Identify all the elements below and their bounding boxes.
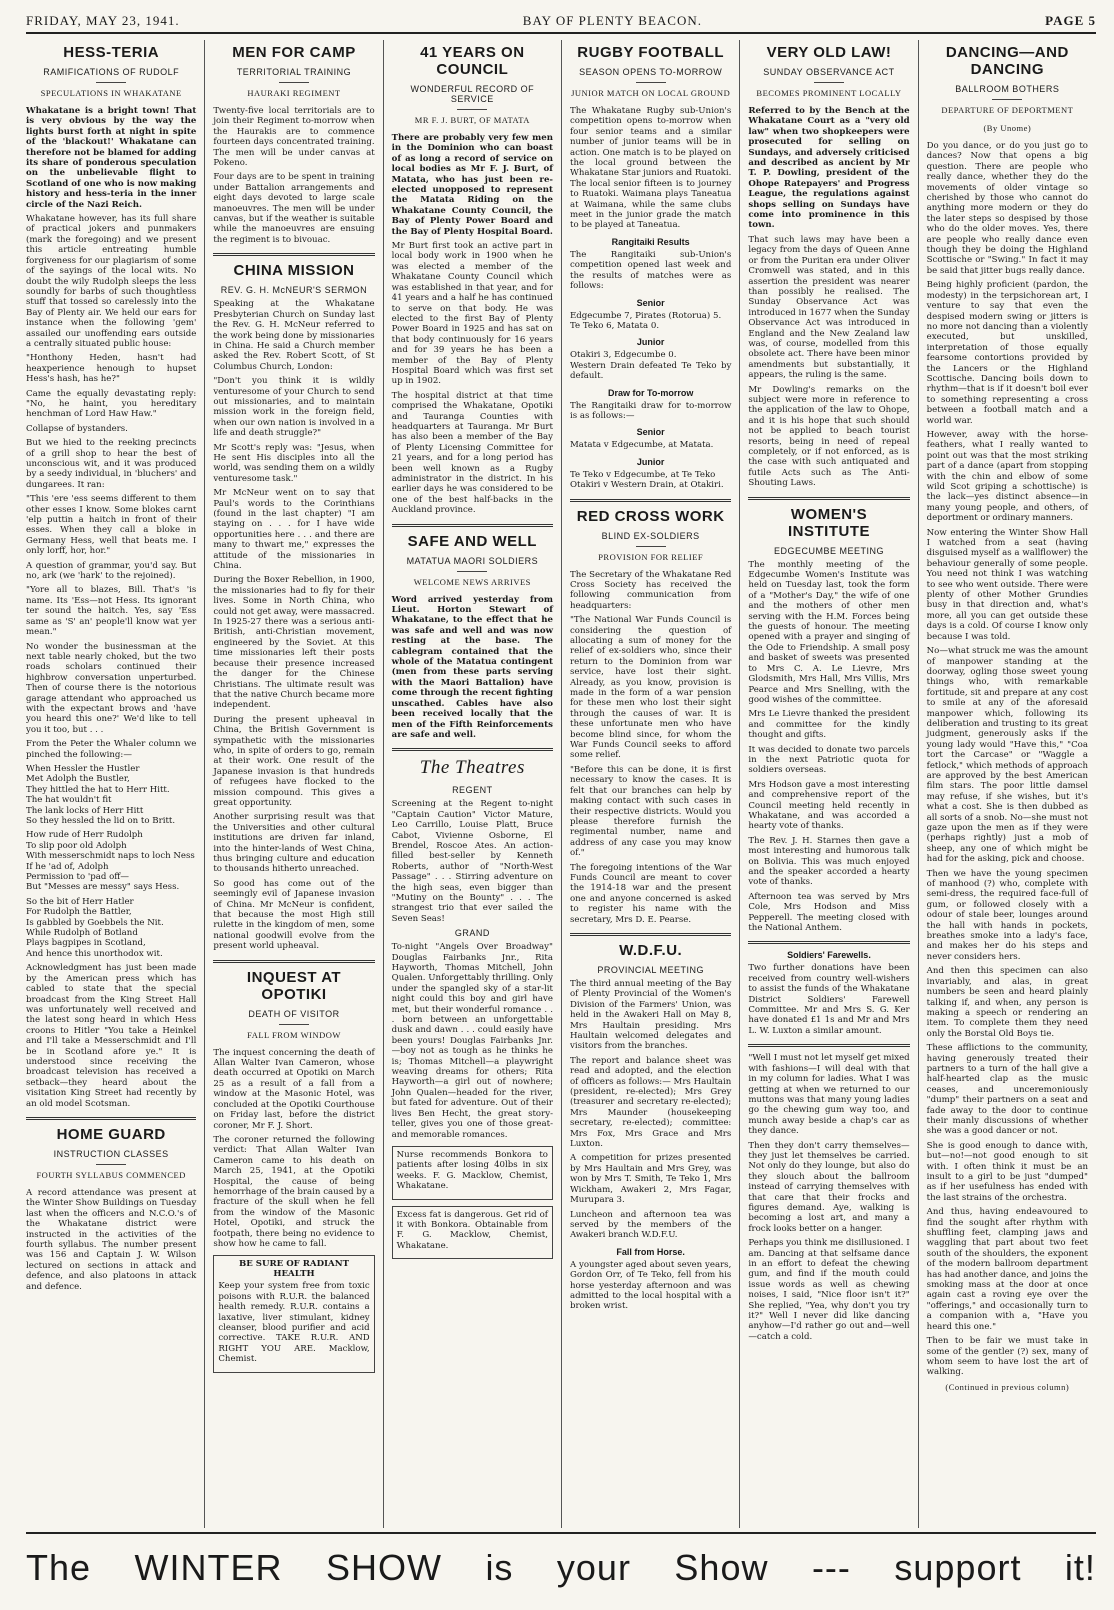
subheadline: RAMIFICATIONS OF RUDOLF (43, 67, 180, 77)
banner-word: --- (811, 1547, 851, 1588)
section-divider (748, 941, 909, 944)
paragraph: A competition for prizes presented by Mrs Haultain and Mrs Grey, was won by Mrs T. Smith, Te Teko 1, Mrs Wickham, Awakeri 2, Mrs Fagar, Murupara 3. (569, 1153, 732, 1206)
paragraph: The inquest concerning the death of Allan Walter Ivan Cameron, whose death occurred at Opotiki on March 25 as a result of a fall from a window at the Masonic Hotel, was concluded at the Opotiki Courthouse on Friday last, before the district coroner, Mr F. J. Short. (213, 1047, 375, 1131)
section-heading: Draw for To-morrow (607, 387, 694, 398)
section-divider (26, 1117, 196, 1120)
banner-word: WINTER (134, 1547, 283, 1588)
paragraph: Then to be fair we must take in some of the gentler (?) sex, many of whom seem to have lost the art of walking. (926, 1336, 1088, 1378)
paragraph: That such laws may have been a legacy from the days of Queen Anne or from the Puritan era under Oliver Cromwell was stated, and in this assertion the president was nearer than possibly he realised. The Sunday Observance Act was introduced in 1677 when the Sunday Observance Act was introduced in England and the New Zealand law was, of course, modelled from this obsolete act. There have been minor amendments but substantially, it appears, the ruling is the same. (748, 234, 910, 381)
paragraph: And thus, having endeavoured to find the sought after rhythm with shuffling feet, clamping jaws and waggling that part about two feet south of the shoulders, the exponent of the modern ballroom department has had another dance, and joins the smoking mass at the door at once again cast a roving eye over the "offerings," and occasionally turn to a companion with a, "Have you heard this one." (926, 1207, 1088, 1332)
column-6 (918, 40, 1096, 1528)
article-rugby (570, 44, 731, 491)
paragraph: During the present upheaval in China, the British Government is sympathetic with the missionaries who, in spite of orders to go, remain at their work. One result of the Japanese invasion is that hundreds of refugees have flocked to the mission compound. This gives a great opportunity. (213, 714, 375, 808)
headline: RUGBY FOOTBALL (577, 44, 725, 61)
article-very-old-law (748, 44, 909, 489)
headline: INQUEST AT OPOTIKI (246, 968, 342, 1003)
divider (279, 1024, 309, 1025)
paragraph: Do you dance, or do you just go to dances? Now that opens a big question. There are people who really dance, whether they do the movements of older vintage so cherished by those who cannot do anything more modern or they do the later steps so despised by those who do the older moves. Yes, there are people who really dance even though they be doing the Highland Scottische or "Swing." In fact it may be said that jitter bugs really dance. (926, 141, 1088, 276)
subheadline: INSTRUCTION CLASSES (53, 1148, 169, 1159)
paragraph: And then this specimen can also invariably, and alas, in great numbers be seen and heard plainly talking if, and when, any person is making a speech or rendering an item. To complete them they need only the Borstal Old Boys tie. (926, 966, 1088, 1039)
paragraph: It was decided to donate two parcels in the next Patriotic quota for soldiers overseas. (748, 744, 910, 776)
paragraph: So good has come out of the seemingly evil of Japanese invasion of China. Mr McNeur is confident, that because the most High still rulette in the kingdom of men, some national goodwill evolve from the present world upheaval. (213, 878, 375, 952)
paragraph: To-night "Angels Over Broadway" Douglas Fairbanks Jnr., Rita Hayworth, Thomas Mitchell, John Qualen. Unforgettably thrilling. Only under the spangled sky of a star-lit night could this boy and girl have met, but their wonderful romance . . . born between an unforgettable dusk and dawn . . . could easily have been yours! Douglas Fairbanks Jnr.—boy not as tough as he thinks he is; Thomas Mitchell—a playwright weaving dreams for others; Rita Hayworth—a girl out of nowhere; John Qualen—headed for the river, but fated for adventure. Out of their lives Ben Hecht, the great story-teller, gives you one of those great-and memorable romances. (391, 942, 553, 1140)
paragraph: The report and balance sheet was read and adopted, and the election of officers as follows:— Mrs Haultain (president, re-elected); Mrs Grey (treasurer and secretary re-elected); Mrs Maunder (housekeeping secretary, re-elected); committee: Mrs Fox, Mrs Grace and Mrs Luxton. (569, 1055, 732, 1150)
divider (457, 571, 487, 572)
paragraph: Four days are to be spent in training under Battalion arrangements and eight days devoted to large scale manoeuvres. The men will be under canvas, but if the weather is suitable while the manoeuvres are ensuing the regiment is to bivouac. (213, 172, 375, 245)
ad-text: Nurse recommends Bonkora to patients after losing 40lbs in six weeks. F. G. Macklow, Chemist, Whakatane. (396, 1149, 548, 1192)
paragraph: Then they don't carry themselves—they just let themselves be carried. Not only do they lounge, but also do they slouch about the ballroom instead of carrying themselves with that care that their frocks and figures demand. Aye, walking is becoming a lost art, and many a frock looks better on a hanger. (748, 1140, 910, 1234)
section-divider (213, 960, 374, 963)
subheadline: DEPARTURE OF DEPORTMENT (941, 105, 1074, 115)
article-dancing (927, 44, 1088, 1392)
paragraph: Now entering the Winter Show Hall I watched from a seat (having disguised myself as a wallflower) the behaviour generally of some people. You need not think I was watching to see who went outside. There were plenty of other Mother Grundies busy in that direction and, what's more, all you can get outside these days is a cold. Of course I know only because I was told. (926, 527, 1088, 642)
paragraph: Mr Dowling's remarks on the subject were more in reference to the application of the law to Ohope, and it is his hope that such should not be applied to beach tourist resorts, being in need of repeal completely, or if not enforced, as is the case with such antiquated and futile Acts such as The Anti-Shouting Laws. (748, 384, 910, 489)
paragraph: "This 'ere 'ess seems different to them other esses I know. Some blokes carnt 'elp puttin a haitch in front of their esses. When they call a bloke in Germany Hess, well that beats me. I only lorff, hor, hor." (26, 494, 197, 557)
article-hess-teria (26, 44, 196, 1109)
headline: VERY OLD LAW! (766, 44, 892, 61)
paragraph: But we hied to the reeking precincts of a grill shop to hear the best of unconscious wit, and it was produced by a seedy individual, in 'bluchers' and dungarees. It ran: (26, 438, 197, 490)
paragraph: The Rangitaiki draw for to-morrow is as follows:— (569, 400, 732, 421)
divider (279, 82, 309, 83)
article-soldiers-farewells (748, 950, 909, 1036)
banner-word: it! (1064, 1547, 1096, 1588)
article-safe-and-well (392, 533, 553, 741)
paragraph: Speaking at the Whakatane Presbyterian Church on Sunday last the Rev. G. H. McNeur referred to the work being done by missionaries in China. He said a Church member asked the Rev. Robert Scott, of St Columbus Church, London: (213, 299, 375, 372)
subheadline: SUNDAY OBSERVANCE ACT (763, 67, 895, 77)
paragraph: Another surprising result was that the Universities and other cultural institutions are driven far inland, into the hinter-lands of West China, thus bringing culture and education to thousands hitherto unreached. (213, 812, 375, 875)
byline: (By Unome) (983, 123, 1032, 133)
paragraph: Perhaps you think me disillusioned. I am. Dancing at that selfsame dance in an effort to defeat the chewing gum, and find if the mouth could issue words as well as chewing noises, I said, "Nice floor isn't it?" She replied, "Yea, why don't you try it?" Well I never did like dancing anyhow—I'd rather go out and—well—catch a cold. (748, 1238, 910, 1342)
paragraph: A record attendance was present at the Winter Show Buildings on Tuesday last when the officers and N.C.O.'s of the Whakatane district were instructed in the activities of the fourth syllabus. The number present was 156 and Captain J. W. Wilson lectured on sections in attack and defence, and also platoons in attack and defence. (26, 1187, 197, 1292)
subheadline: WELCOME NEWS ARRIVES (413, 576, 531, 587)
headline: DANCING—AND DANCING (945, 44, 1069, 78)
section-divider (213, 253, 374, 256)
article-red-cross (570, 508, 731, 925)
subheadline: FOURTH SYLLABUS COMMENCED (36, 1169, 186, 1180)
paragraph: The Rev. J. H. Starnes then gave a most interesting and humorous talk on Bolivia. This was much enjoyed and the speaker accorded a hearty vote of thanks. (748, 835, 910, 888)
banner-word: your (556, 1547, 631, 1588)
paragraph: The foregoing intentions of the War Funds Council are meant to cover the 1914-18 war and the present one and anyone concerned is asked to register his name with the secretary, Mrs D. E. Pearse. (569, 862, 732, 925)
column-5 (739, 40, 917, 1528)
subheadline: WONDERFUL RECORD OF SERVICE (410, 84, 535, 104)
section-divider (570, 499, 731, 502)
section-heading: Rangitaiki Results (611, 236, 690, 247)
paragraph: A question of grammar, you'd say. But no, ark (we 'hark' to the rejoined). (26, 560, 197, 582)
subheadline: SEASON OPENS TO-MORROW (579, 67, 723, 77)
section-heading: Fall from Horse. (616, 1246, 685, 1257)
headline: HOME GUARD (56, 1125, 166, 1143)
paragraph: Mr Burt first took an active part in local body work in 1900 when he was elected a member of the Whakatane County Council which was established in that year, and for 41 years and a half he has continued to serve on that body. He was elected to the first Bay of Plenty Power Board in 1925 and has sat on that body continuously for 16 years and for 39 years he has been a member of the Bay of Plenty Hospital Board which was first set up in 1902. (391, 241, 553, 387)
paragraph: Mr McNeur went on to say that Paul's words to the Corinthians (found in the last chapter) "I am staying on . . . for I have wide opportunities here . . . and there are many to thwart me," expresses the attitude of the missionaries in China. (213, 488, 375, 572)
section-heading: Soldiers' Farewells. (787, 950, 871, 961)
paragraph: The hospital district at that time comprised the Whakatane, Opotiki and Tauranga Counties with headquarters at Tauranga. Mr Burt has also been a member of the Bay of Plenty Licensing Committee for 21 years, and for a long period has been well known as a Rugby administrator in the district. In his earlier days he was considered to be one of the best half-backs in the Auckland province. (391, 390, 553, 516)
headline: CHINA MISSION (233, 262, 355, 280)
continuation-note: (Continued in previous column) (945, 1381, 1070, 1392)
article-wdfu (570, 942, 731, 1312)
subheadline: JUNIOR MATCH ON LOCAL GROUND (571, 88, 731, 98)
paragraph: Acknowledgment has just been made by the American press which has cabled to state that the special broadcast from the King Street Hall was unfortunately well received and the latest song heard in which Hess croons to Hitler "You take a Heinkel and I'll take a Messerschmidt and I'll be in Scotland afore ye." It is understood since receiving the broadcast television has received a setback—they heard about the visitation King Street had recently by an old model Scotsman. (26, 963, 197, 1109)
paragraph: Edgecumbe 7, Pirates (Rotorua) 5. Te Teko 6, Matata 0. (569, 310, 722, 331)
paragraph: Then we have the young specimen of manhood (?) who, complete with semi-dress, the required face-full of gum, or followed closely with a odour of stale beer, lounges around the hall with hands in pockets, breathes smoke into a lady's face, and makes her do his steps and never considers hers. (926, 868, 1088, 962)
article-41-years (392, 44, 553, 516)
verse: When Hessler the Hustler Met Adolph the Bustler, They hittled the hat to Herr Hitt. The hat wouldn't fit The lank locks of Herr Hitt So they hessled the lid on to Britt. (26, 763, 176, 826)
section-divider (392, 748, 553, 751)
section-divider (748, 497, 909, 500)
headline: SAFE AND WELL (407, 532, 537, 550)
advertisement-rur (213, 1255, 374, 1372)
paragraph: Collapse of bystanders. (26, 423, 128, 434)
headline: The Theatres (419, 757, 525, 779)
section-divider (748, 1044, 909, 1047)
divider (636, 82, 666, 83)
paragraph: The coroner returned the following verdict: That Allan Walter Ivan Cameron came to his death on March 25, 1941, at the Opotiki Hospital, the cause of being hemorrhage of the brain caused by a fracture of the skull when he fell from the window of the Masonic Hotel, Opotiki, and struck the footpath, there being no evidence to show how he came to fall. (213, 1134, 375, 1249)
paragraph: During the Boxer Rebellion, in 1900, the missionaries had to fly for their lives. Some in North China, who could not get away, were massacred. In 1925-27 there was a serious anti-British, anti-Christian movement, engineered by the Soviet. At this time missionaries left their posts because their presence increased the danger for the Chinese Christians. The ultimate result was that the native Church became more independent. (213, 575, 375, 711)
paragraph: However, away with the horse-feathers, what I really wanted to point out was that the most striking part of a dance (apart from stopping with the chin and elbow of some wild Scot griping a schottische) is the lack—yes distinct absence—in many young people, and others, of deportment or ordinary manners. (926, 429, 1088, 524)
column-1 (26, 40, 204, 1528)
paragraph: Mrs Hodson gave a most interesting and comprehensive report of the Council meeting held recently in Whakatane, and was accorded a hearty vote of thanks. (748, 779, 910, 832)
paragraph: Whakatane however, has its full share of practical jokers and punmakers (mark the foregoing) and we present this article entreating humble forgiveness for our plagiarism of some of the sayings of the local wits. No doubt the wily Rudolph sleeps the less soundly for barbs of such thoughtless stuff that tossed so carelessly into the Bay of Plenty air. We held our ears for instance when the following 'gem' assailed our unoffending ears outside a centrally situated public house: (26, 214, 197, 349)
headline: RED CROSS WORK (576, 507, 725, 525)
subheadline: EDGECUMBE MEETING (773, 545, 884, 556)
paragraph: The Secretary of the Whakatane Red Cross Society has received the following communication from headquarters: (569, 569, 732, 611)
subheadline: FALL FROM WINDOW (247, 1029, 341, 1040)
subheadline: GRAND (454, 928, 490, 939)
paragraph: Otakiri 3, Edgecumbe 0. Western Drain defeated Te Teko by default. (569, 350, 732, 382)
ad-headline: BE SURE OF RADIANT HEALTH (239, 1259, 349, 1280)
article-lead: Referred to by the Bench at the Whakatane Court as a "very old law" when two shopkeepers were prosecuted for selling on Sundays, and adversely criticised and described as ancient by Mr T. P. Dowling, president of the Ohope Ratepayers' and Progress League, the regulations against shops selling on Sundays have come into prominence in this town. (748, 106, 910, 231)
ad-text: Excess fat is dangerous. Get rid of it with Bonkora. Obtainable from F. G. Macklow, Chemist, Whakatane. (396, 1209, 548, 1251)
paragraph: "Yore all to blazes, Bill. That's 'is name. Its 'Ess—not Hess. Its ignorant ter sound the haitch. Yes, say 'Ess same as 'S' an' people'll know wat yer mean." (26, 585, 197, 638)
article-theatres (392, 757, 553, 1140)
subheadline: HAURAKI REGIMENT (247, 88, 341, 98)
advertisement-bonkora (392, 1146, 553, 1200)
paragraph: The monthly meeting of the Edgecumbe Women's Institute was held on Tuesday last, took the form of a "Mother's Day," the wife of one and the mothers of other men serving with the H.M. Forces being the guests of honour. The meeting opened with a prayer and singing of the Ode to Friendship. A small posy and basket of sweets was presented to Mrs C. A. Le Lievre, Mrs Glodsmith, Mrs Hall, Mrs Villis, Mrs Pearce and Mrs Snelling, with the good wishes of the committee. (748, 559, 910, 705)
divider (814, 82, 844, 83)
advertisement-bonkora (392, 1206, 553, 1260)
paragraph: "Before this can be done, it is first necessary to know the cases. It is felt that our branches can help by making contact with such cases in their respective districts. Would you please therefore furnish the regimental number, name and address of any case you may know of." (569, 764, 732, 859)
subheadline: BLIND EX-SOLDIERS (601, 530, 700, 541)
subheadline: DEATH OF VISITOR (248, 1008, 340, 1019)
paragraph: The third annual meeting of the Bay of Plenty Provincial of the Women's Division of the Farmers' Union, was held in the Awakeri Hall on May 8, Mrs Haultain presiding. Mrs Haultain welcomed delegates and visitors from the branches. (569, 978, 732, 1052)
subheadline: BALLROOM BOTHERS (955, 84, 1060, 94)
section-heading: Senior (636, 297, 665, 308)
banner-word: Show (674, 1547, 769, 1588)
subheadline: MATATUA MAORI SOLDIERS (406, 555, 539, 566)
paragraph: Two further donations have been received from country well-wishers to assist the funds of the Whakatane District Soldiers' Farewell Committee. Mr and Mrs S. G. Ker have donated £1 1s and Mr and Mrs L. W. Luxton a similar amount. (748, 963, 910, 1036)
banner-word: is (485, 1547, 514, 1588)
subheadline: TERRITORIAL TRAINING (236, 67, 352, 77)
paragraph: Mrs Le Lievre thanked the president and committee for the kindly thought and gifts. (748, 709, 910, 741)
section-heading: Junior (636, 456, 665, 467)
paper-name: BAY OF PLENTY BEACON. (522, 13, 702, 28)
paragraph: She is good enough to dance with, but—no!—not good enough to sit with. I often think it must be an insult to a girl to be just "dumped" as if her usefulness has ended with the last strains of the orchestra. (926, 1140, 1088, 1203)
banner-word: The (26, 1547, 92, 1588)
paragraph: These afflictions to the community, having generously treated their partners to a turn of the hall give a half-hearted clap as the music ceases, and unceremoniously "dump" their partners on a seat and fade away to the door to continue their manly discussions of whether she was a good dancer or not. (926, 1043, 1088, 1137)
column-2 (204, 40, 382, 1528)
section-heading: Junior (636, 337, 665, 348)
article-womens-institute (748, 506, 909, 934)
paragraph: "Well I must not let myself get mixed with fashions—I will deal with that in my column for ladies. What I was getting at when we returned to our muttons was that many young ladies go the chewing gum way too, and munch away beside a chap's car as they dance. (748, 1053, 910, 1137)
divider (96, 1164, 126, 1165)
paragraph: "Honthony Heden, hasn't had heaxperience henough to hupset Hess's hash, has he?" (26, 353, 197, 385)
article-home-guard (26, 1126, 196, 1292)
paragraph: Matata v Edgecumbe, at Matata. (569, 440, 714, 451)
article-inquest (213, 969, 374, 1250)
headline: MEN FOR CAMP (232, 44, 356, 61)
paragraph: "The National War Funds Council is considering the question of allocating a sum of money for the relief of ex-soldiers who, since their return to the Dominion from war service, have lost their sight. Already, as you know, provision is made in the form of a war pension for these men who lost their sight through the causes of war. It is these unfortunate men who have become blind since, for whom the War Funds Council seeks to afford some relief. (569, 615, 732, 761)
divider (992, 99, 1022, 100)
winter-show-banner (26, 1532, 1096, 1602)
paragraph: The Rangitaiki sub-Union's competition opened last week and the results of matches were as follows: (569, 249, 732, 292)
paragraph: Came the equally devastating reply: "No, he haint, you hereditary henchman of Lord Haw Haw." (26, 388, 197, 420)
headline: W.D.F.U. (619, 941, 683, 959)
banner-word: support (894, 1547, 1022, 1588)
paragraph: Mr Scott's reply was: "Jesus, when He sent His disciples into all the world, was sending them on a wildly venturesome task." (213, 442, 375, 484)
headline: 41 YEARS ON COUNCIL (420, 44, 525, 78)
paragraph: The Whakatane Rugby sub-Union's competition opens to-morrow when four senior teams and a similar number of junior teams will be in action. One match is to be played on the local ground between the Whakatane Star juniors and Ruatoki. The local senior fifteen is to journey to Ruatoki. Waimana plays Taneatua at Waimana, while the same clubs meet in the junior grade the match to be played at Taneatua. (569, 106, 732, 231)
section-heading: Senior (636, 427, 665, 438)
subheadline: BECOMES PROMINENT LOCALLY (756, 88, 902, 98)
paragraph: From the Peter the Whaler column we pinched the following:— (26, 739, 197, 760)
verse: So the bit of Herr Hatler For Rudolph the Battler, Is gabbled by Goebbels the Nit. While Rudolph of Botland Plays bagpipes in Scotland, And hence this unorthodox wit. (26, 896, 164, 959)
paragraph: Afternoon tea was served by Mrs Cole, Mrs Hodson and Miss Pepperell. The meeting closed with the National Anthem. (748, 891, 910, 934)
page-number: PAGE 5 (1045, 13, 1096, 28)
paragraph: No—what struck me was the amount of manpower standing at the doorway, ogling those sweet young things who, with remarkable fortitude, sit and prepare at any cost to smile at any of the aforesaid manpower which, following its deliberation and trusting to its great judgment, generously asks if the young lady would "Have this," "Coa tort the Carcase" or "Waggle a fetlock," which methods of approach are approved by the best American film stars. The poor little damsel may refuse, if she wishes, but it's what a cost. She is then dubbed as all sorts of a snob. No—she must not gaze upon the men as if they were (perhaps rightly) just a mob of sheep, any one of which might be had for the asking, pick and choose. (926, 646, 1088, 865)
subheadline: REGENT (452, 785, 493, 796)
columns (26, 40, 1096, 1528)
article-lead: Word arrived yesterday from Lieut. Horton Stewart of Whakatane, to the effect that he was safe and well and was now resting at the base. The cablegram contained that the whole of the Matatua contingent (men from these parts serving with the Maori Battalion) have come through the recent fighting unscathed. Cables have also been received locally that the men of the Fifth Reinforcements are safe and well. (391, 594, 553, 740)
paragraph: Screening at the Regent to-night "Captain Caution" Victor Mature, Leo Carrillo, Louise Platt, Bruce Cabot, Vivienne Osborne, El Brendel, Roscoe Ates. An action-filled best-seller by Kenneth Roberts, author of "North-West Passage" . . . Stirring adventure on the high seas, even bigger than "Mutiny on the Bounty" . . . The strangest trio that ever sailed the Seven Seas! (391, 799, 553, 924)
headline: WOMEN'S INSTITUTE (787, 505, 870, 540)
paragraph: No wonder the businessman at the next table nearly choked, but the two roads scholars continued their highbrow conversation unperturbed. Then of course there is the notorious garage attendant who approached us with the expectant brows and 'have you heard this one?' We'd like to tell you it too, but . . . (26, 641, 197, 735)
divider (96, 82, 126, 83)
divider (457, 109, 487, 110)
headline: HESS-TERIA (63, 44, 160, 61)
paragraph: Being highly proficient (pardon, the modesty) in the terpsichorean art, I venture to say that even the despised modern swing or jitters is no more not dancing than a violently executed, but unskilled, interpretation of those equally fearsome contortions provided by the Lancers or the Highland Scottische. Dancing boils down to rhythm—that is if it doesn't boil ever to something representing a cross between a football match and a world war. (926, 280, 1088, 426)
issue-date: FRIDAY, MAY 23, 1941. (26, 13, 180, 28)
masthead (26, 10, 1096, 34)
paragraph: "Don't you think it is wildly venturesome of your Church to send out missionaries, and to maintain mission work in the foreign field, when our own nation is involved in a life and death struggle?" (213, 376, 375, 439)
article-dancing-continued (748, 1053, 909, 1342)
paragraph: A youngster aged about seven years, Gordon Orr, of Te Teko, fell from his horse yesterday afternoon and was admitted to the local hospital with a broken wrist. (569, 1259, 732, 1312)
subheadline: SPECULATIONS IN WHAKATANE (40, 88, 182, 98)
article-lead: There are probably very few men in the Dominion who can boast of as long a record of service on local bodies as Mr F. J. Burt, of Matata, who has just been re-elected unopposed to represent the Matata Riding on the Whakatane County Council, the Bay of Plenty Power Board and the Bay of Plenty Hospital Board. (391, 133, 553, 237)
subheadline: PROVINCIAL MEETING (597, 964, 704, 975)
paragraph: Luncheon and afternoon tea was served by the members of the Awakeri branch W.D.F.U. (569, 1209, 732, 1241)
paragraph: Twenty-five local territorials are to join their Regiment to-morrow when the Haurakis are to commence fourteen days concentrated training. The men will be under canvas at Pokeno. (213, 106, 375, 169)
subheadline: MR F. J. BURT, OF MATATA (414, 115, 530, 125)
divider (636, 546, 666, 547)
paragraph: Te Teko v Edgecumbe, at Te Teko Otakiri v Western Drain, at Otakiri. (569, 469, 724, 491)
column-3 (383, 40, 561, 1528)
column-4 (561, 40, 739, 1528)
article-men-for-camp (213, 44, 374, 245)
article-lead: Whakatane is a bright town! That is very obvious by the way the lights burst forth at night in spite of the 'blackout!' Whakatane can therefore not be blamed for adding its share of ponderous speculation on the unbelievable flight to Scotland of one who is now making history and hess-teria in the inner circle of the Nazi Reich. (26, 106, 197, 210)
verse: How rude of Herr Rudolph To slip poor old Adolph With messerschmidt naps to loch Ness If he 'ad of, Adolph Permission to 'pad off— But "Messes are messy" says Hess. (26, 830, 195, 893)
ad-text: Keep your system free from toxic poisons with R.U.R. the balanced health remedy. R.U.R. contains a laxative, liver stimulant, kidney cleanser, blood purifier and acid corrective. TAKE R.U.R. AND RIGHT YOU ARE. Macklow, Chemist. (218, 1281, 370, 1365)
section-divider (570, 933, 731, 936)
article-china-mission (213, 262, 374, 951)
subheadline: REV. G. H. McNEUR'S SERMON (220, 285, 368, 296)
banner-word: SHOW (325, 1547, 442, 1588)
section-divider (392, 524, 553, 527)
subheadline: PROVISION FOR RELIEF (598, 551, 704, 562)
